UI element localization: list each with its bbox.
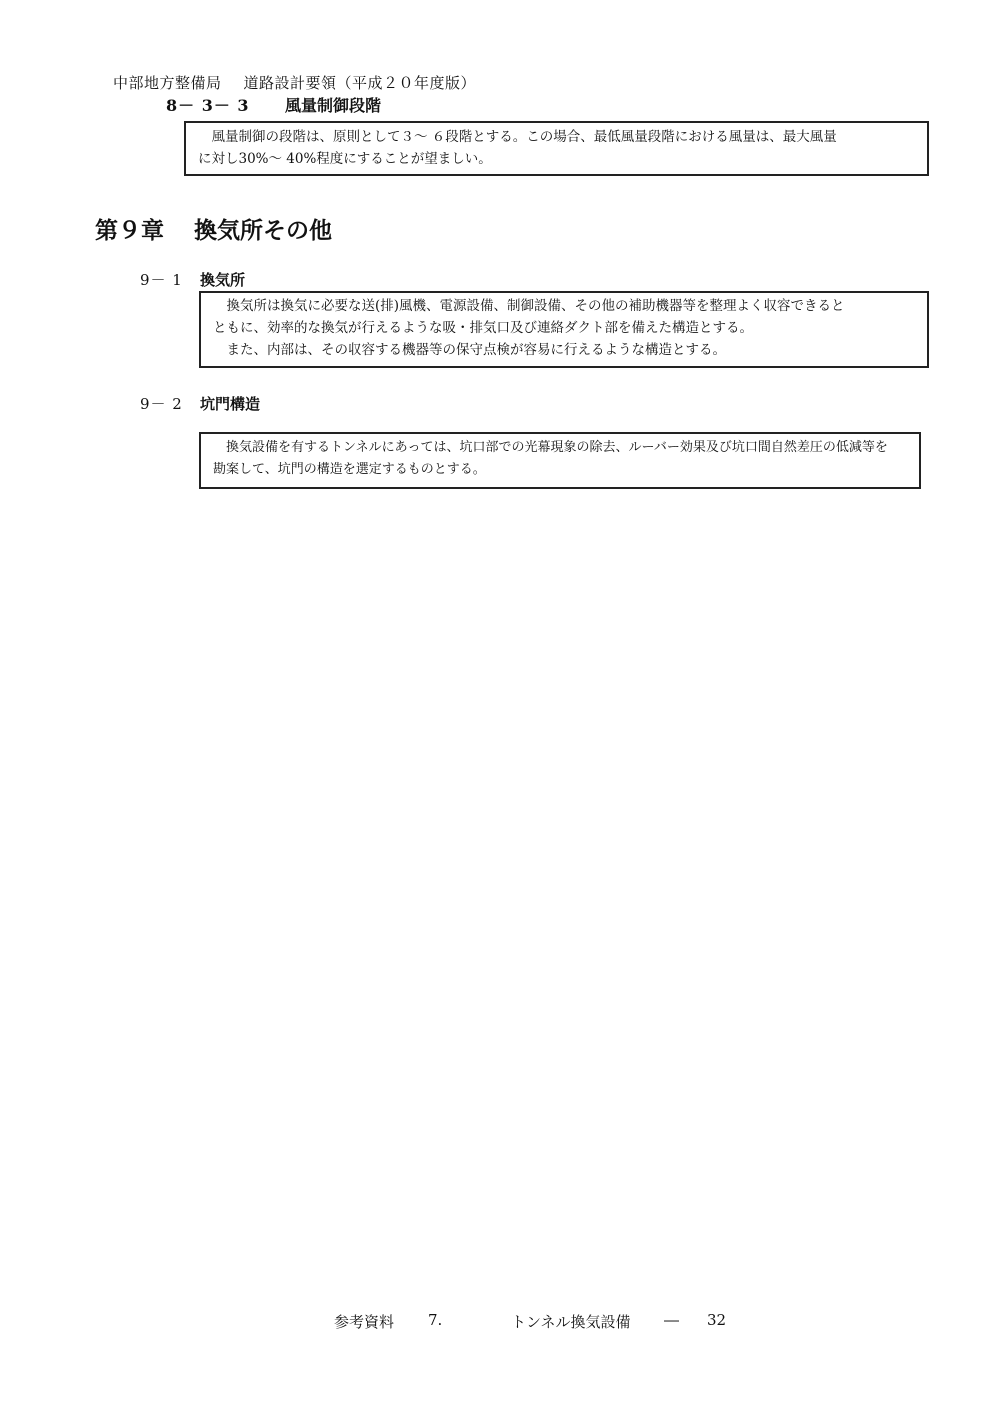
- paragraph-line: 換気設備を有するトンネルにあっては、坑口部での光幕現象の除去、ルーバー効果及び坑口間自然差圧の低減等を: [226, 440, 888, 455]
- header-manual: 道路設計要領（平成２０年度版）: [243, 74, 477, 92]
- paragraph-line: ともに、効率的な換気が行えるような吸・排気口及び連絡ダクト部を備えた構造とする。: [213, 320, 753, 336]
- subsection-number: 9－ 2: [140, 395, 183, 413]
- paragraph-line: 換気所は換気に必要な送(排)風機、電源設備、制御設備、その他の補助機器等を整理よく収容できると: [226, 298, 845, 314]
- footer-label: 参考資料: [334, 1313, 395, 1331]
- section-8-3-3-box: [184, 121, 929, 176]
- chapter-number: 第９章: [95, 218, 164, 244]
- section-9-2-box: [199, 432, 921, 489]
- footer-dash: ―: [664, 1311, 679, 1329]
- section-title: 風量制御段階: [285, 96, 382, 115]
- subsection-title: 坑門構造: [200, 395, 261, 413]
- subsection-number: 9－ 1: [140, 271, 183, 289]
- subsection-title: 換気所: [200, 271, 246, 289]
- page-number: 32: [707, 1311, 727, 1329]
- footer-topic: トンネル換気設備: [511, 1313, 631, 1331]
- chapter-title: 換気所その他: [194, 218, 332, 244]
- section-number: 8－ 3－ 3: [166, 96, 250, 115]
- paragraph-line: また、内部は、その収容する機器等の保守点検が容易に行えるような構造とする。: [226, 342, 726, 358]
- footer-number: 7.: [428, 1311, 443, 1329]
- paragraph-line: 風量制御の段階は、原則として３～ ６段階とする。この場合、最低風量段階における風量は、最大風量: [211, 129, 837, 145]
- section-9-1-box: [199, 291, 929, 368]
- running-header: [113, 72, 476, 93]
- paragraph-line: 勘案して、坑門の構造を選定するものとする。: [213, 462, 486, 477]
- paragraph-line: に対し30%～ 40%程度にすることが望ましい。: [198, 151, 492, 167]
- header-bureau: 中部地方整備局: [113, 74, 222, 92]
